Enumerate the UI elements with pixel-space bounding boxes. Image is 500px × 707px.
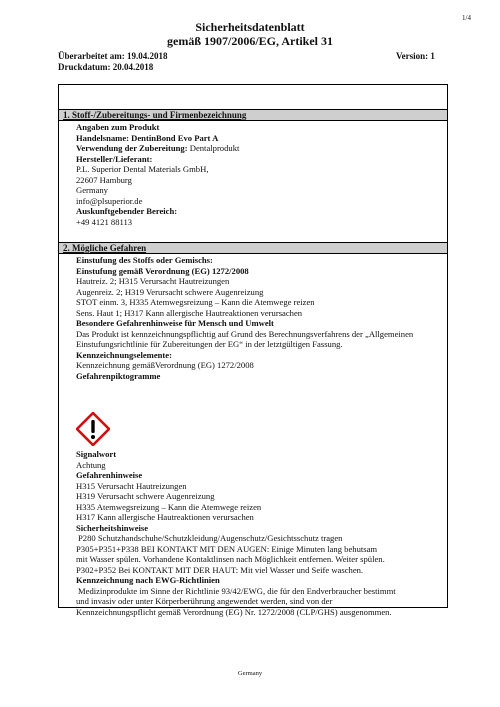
version-label: Version: 1	[396, 51, 435, 61]
trade-name-label: Handelsname:	[76, 132, 129, 143]
hazard-statements-label: Gefahrenhinweise	[76, 470, 143, 480]
company-name: P.L. Superior Dental Materials GmbH,	[76, 164, 209, 174]
info-label: Auskunftgebender Bereich:	[76, 206, 178, 216]
product-info-label: Angaben zum Produkt	[76, 122, 160, 132]
signal-word-value: Achtung	[76, 459, 106, 470]
ghs-exclamation-icon	[76, 412, 110, 446]
company-city: 22607 Hamburg	[76, 174, 132, 185]
precaution-line: P280 Schutzhandschuhe/Schutzkleidung/Augenschutz/Gesichtsschutz tragen	[78, 533, 343, 543]
section-2-heading: 2. Mögliche Gefahren	[63, 243, 147, 253]
use-value: Dentalprodukt	[189, 143, 240, 153]
signal-word-label: Signalwort	[76, 449, 117, 459]
class-line: STOT einm. 3, H335 Atemwegsreizung – Kann die Atemwege reizen	[76, 297, 315, 307]
section-2-body-bottom	[76, 449, 446, 617]
pictograms-label: Gefahrenpiktogramme	[76, 370, 161, 381]
company-country: Germany	[76, 185, 108, 195]
regulation-label: Einstufung gemäß Verordnung (EG) 1272/2008	[76, 265, 249, 276]
ewg-line: Kennzeichnungspflicht gemäß Verordnung (EG) Nr. 1272/2008 (CLP/GHS) ausgenommen.	[76, 606, 392, 617]
section-1-heading: 1. Stoff-/Zubereitungs- und Firmenbezeichnung	[63, 110, 247, 120]
company-phone: +49 4121 88113	[76, 216, 133, 227]
precaution-line: P305+P351+P338 BEI KONTAKT MIT DEN AUGEN: Einige Minuten lang behutsam	[76, 543, 378, 554]
section-1-body	[76, 122, 446, 227]
precaution-line: mit Wasser spülen. Vorhandene Kontaktlinsen nach Möglichkeit entfernen. Weiter spülen.	[76, 554, 385, 564]
document-subtitle: gemäß 1907/2006/EG, Artikel 31	[167, 34, 333, 48]
precaution-line: P302+P352 Bei KONTAKT MIT DER HAUT: Mit viel Wasser und Seife waschen.	[76, 564, 364, 575]
hazard-statement: H317 Kann allergische Hautreaktionen verursachen	[76, 512, 254, 522]
precaution-label: Sicherheitshinweise	[76, 522, 149, 533]
manufacturer-label: Hersteller/Lieferant:	[76, 153, 153, 164]
page-number: 1/4	[462, 14, 471, 22]
class-line: Hautreiz. 2; H315 Verursacht Hautreizungen	[76, 276, 230, 286]
class-line: Augenreiz. 2; H319 Verursacht schwere Augenreizung	[76, 286, 264, 297]
ewg-line: und invasiv oder unter Körperberührung angewendet werden, sind von der	[76, 596, 333, 606]
use-row	[76, 143, 446, 154]
special-hazards-text: Das Produkt ist kennzeichnungspflichtig auf Grund des Berechnungsverfahrens der „Allgemeinen Einstufungsrichtlinie für Zubereitungen der EG“ in der letztgültigen Fassung.	[76, 328, 414, 349]
hazard-statement: H335 Atemwegsreizung – Kann die Atemwege reizen	[76, 501, 262, 512]
use-label: Verwendung der Zubereitung:	[76, 143, 188, 153]
print-date: Druckdatum: 20.04.2018	[58, 62, 154, 72]
revised-date: Überarbeitet am: 19.04.2018	[58, 51, 168, 61]
class-line: Sens. Haut 1; H317 Kann allergische Hautreaktionen verursachen	[76, 307, 303, 318]
section-1-header	[58, 109, 448, 121]
special-hazards-label: Besondere Gefahrenhinweise für Mensch und Umwelt	[76, 318, 274, 328]
trade-name-value: DentinBond Evo Part A	[131, 132, 219, 143]
classification-label: Einstufung des Stoffs oder Gemischs:	[76, 255, 213, 265]
ewg-label: Kennzeichnung nach EWG-Richtlinien	[76, 575, 220, 585]
footer-country: Germany	[237, 670, 263, 677]
document-title: Sicherheitsdatenblatt	[195, 20, 305, 34]
section-2-header	[58, 242, 448, 254]
labeling-label: Kennzeichnungselemente:	[76, 349, 172, 360]
ewg-line: Medizinprodukte im Sinne der Richtlinie 93/42/EWG, die für den Endverbraucher bestimmt	[78, 585, 396, 596]
trade-name-row	[76, 133, 446, 144]
section-2-body-top	[76, 255, 446, 381]
hazard-statement: H315 Verursacht Hautreizungen	[76, 480, 187, 491]
hazard-statement: H319 Verursacht schwere Augenreizung	[76, 491, 215, 501]
labeling-text: Kennzeichnung gemäßVerordnung (EG) 1272/2008	[76, 360, 254, 370]
company-email: info@plsuperior.de	[76, 195, 143, 206]
